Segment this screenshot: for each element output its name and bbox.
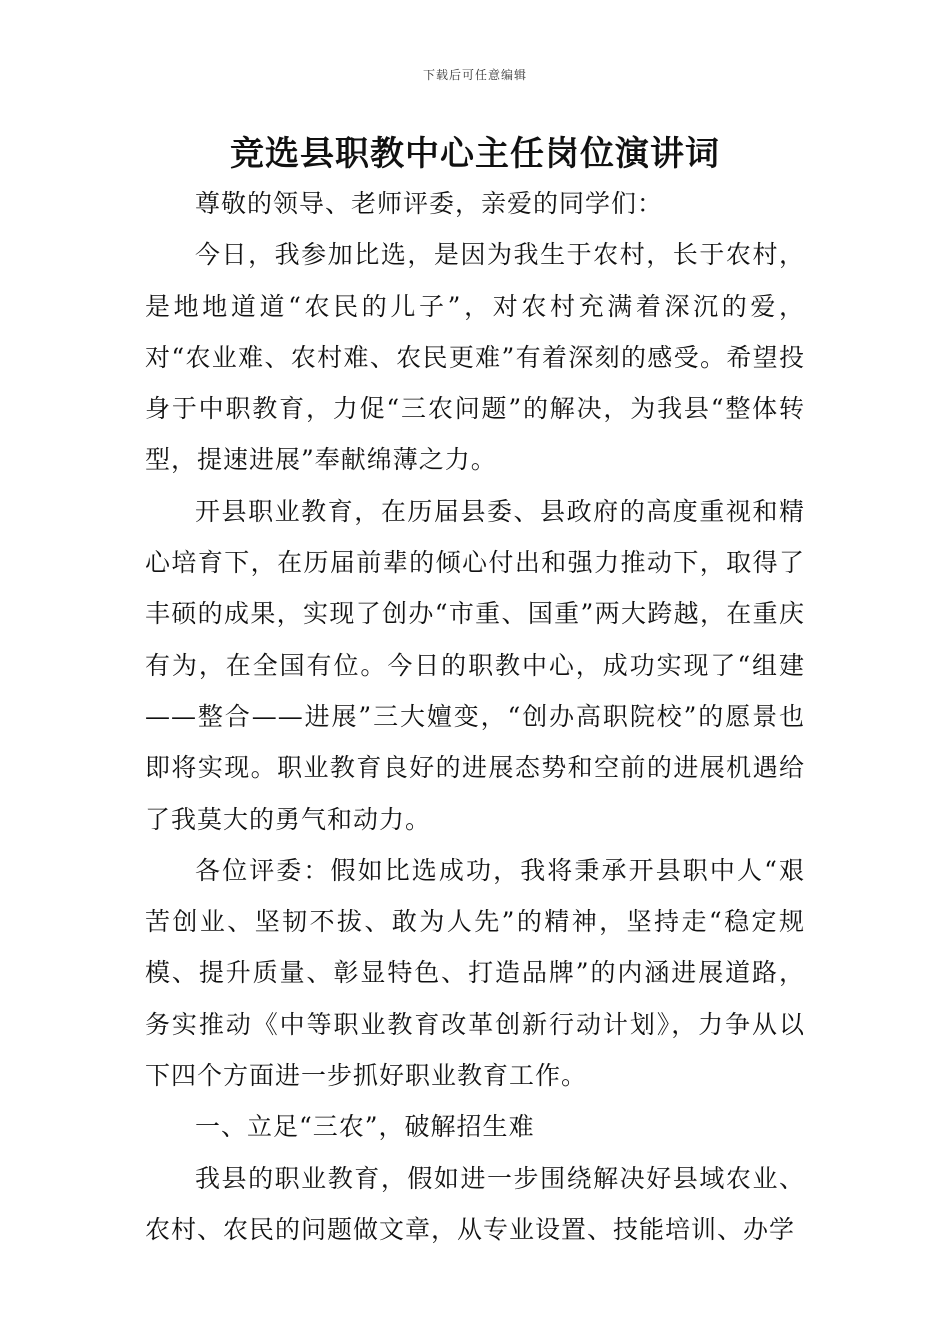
body-paragraph: 今日，我参加比选，是因为我生于农村，长于农村，是地地道道“农民的儿子”，对农村充满着深沉的爱，对“农业难、农村难、农民更难”有着深刻的感受。希望投身于中职教育，力促“三农问题”的解决，为我县“整体转型，提速进展”奉献绵薄之力。: [145, 240, 805, 475]
header-note: 下载后可任意编辑: [422, 68, 527, 82]
salutation-paragraph: 尊敬的领导、老师评委，亲爱的同学们：: [195, 189, 664, 218]
body-paragraph: 我县的职业教育，假如进一步围绕解决好县域农业、农村、农民的问题做文章，从专业设置、技能培训、办学: [145, 1163, 805, 1244]
document-title: 竞选县职教中心主任岗位演讲词: [230, 134, 720, 174]
section-heading: 一、立足“三农”，破解招生难: [195, 1112, 535, 1142]
body-paragraph: 开县职业教育，在历届县委、县政府的高度重视和精心培育下，在历届前辈的倾心付出和强力推动下，取得了丰硕的成果，实现了创办“市重、国重”两大跨越，在重庆有为，在全国有位。今日的职教中心，成功实现了“组建——整合——进展”三大嬗变，“创办高职院校”的愿景也即将实现。职业教育良好的进展态势和空前的进展机遇给了我莫大的勇气和动力。: [145, 496, 805, 834]
document-body: [145, 178, 805, 1255]
body-paragraph: 各位评委：假如比选成功，我将秉承开县职中人“艰苦创业、坚韧不拔、敢为人先”的精神，坚持走“稳定规模、提升质量、彰显特色、打造品牌”的内涵进展道路，务实推动《中等职业教育改革创新行动计划》，力争从以下四个方面进一步抓好职业教育工作。: [145, 855, 805, 1091]
